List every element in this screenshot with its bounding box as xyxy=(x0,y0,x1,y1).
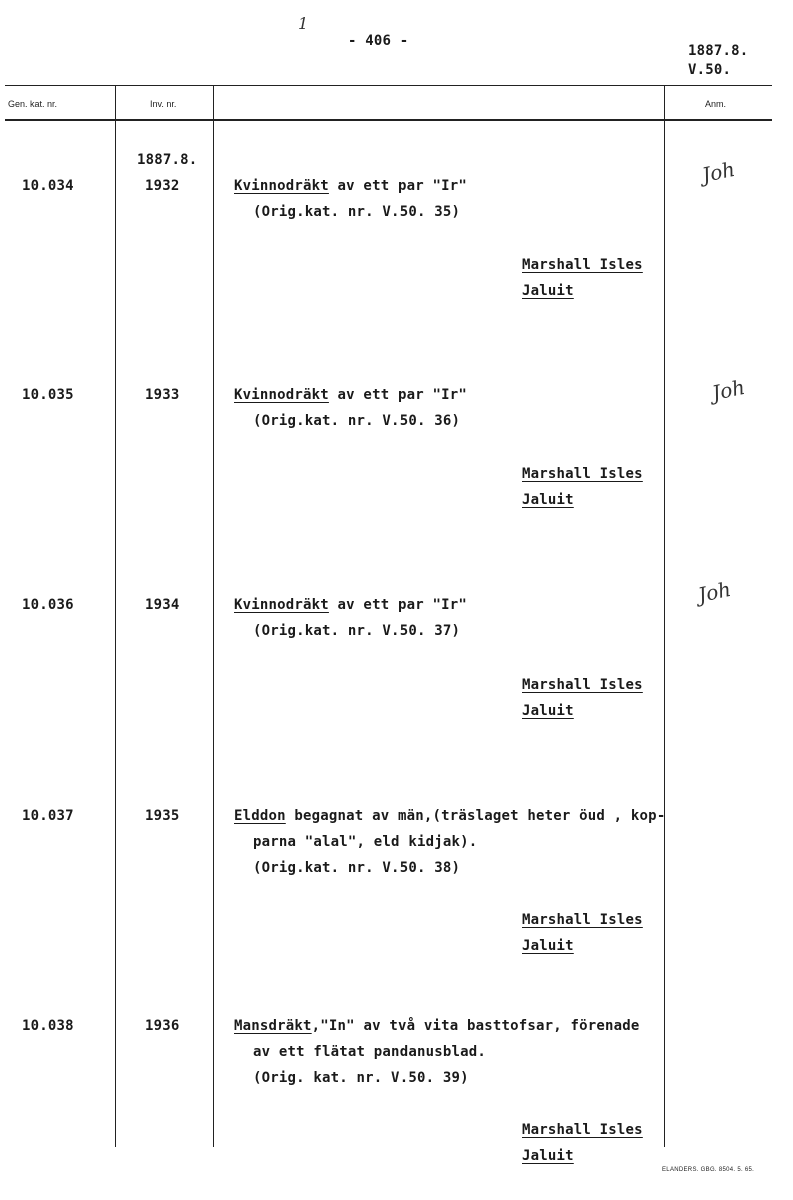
orig-kat-ref: (Orig.kat. nr. V.50. 37) xyxy=(253,623,461,639)
header-top-rule xyxy=(5,85,772,86)
object-description-cont: av ett flätat pandanusblad. xyxy=(253,1044,486,1060)
orig-kat-ref: (Orig.kat. nr. V.50. 38) xyxy=(253,860,461,876)
margin-mark: 1 xyxy=(298,14,309,33)
object-name: Kvinnodräkt xyxy=(234,597,329,613)
object-description: av ett par "Ir" xyxy=(328,597,467,613)
printer-imprint: ELANDERS. GBG. 8504. 5. 65. xyxy=(662,1167,755,1173)
inv-number: 1933 xyxy=(145,387,180,403)
object-description: ,"In" av två vita basttofsar, förenade xyxy=(311,1018,640,1034)
accession-prefix: 1887.8. xyxy=(137,152,198,168)
object-name: Kvinnodräkt xyxy=(234,178,329,194)
gen-kat-number: 10.036 xyxy=(22,597,74,613)
object-name: Elddon xyxy=(234,808,286,824)
place-name: Marshall Isles xyxy=(522,466,643,482)
inv-number: 1936 xyxy=(145,1018,180,1034)
object-name: Kvinnodräkt xyxy=(234,387,329,403)
object-description: av ett par "Ir" xyxy=(328,387,467,403)
gen-kat-number: 10.035 xyxy=(22,387,74,403)
locality-name: Jaluit xyxy=(522,1148,574,1164)
inv-number: 1935 xyxy=(145,808,180,824)
column-header-gen-kat: Gen. kat. nr. xyxy=(8,99,58,109)
handwritten-initials: Joh xyxy=(709,374,748,406)
orig-kat-ref: (Orig.kat. nr. V.50. 35) xyxy=(253,204,461,220)
header-bottom-rule xyxy=(5,119,772,121)
inv-number: 1934 xyxy=(145,597,180,613)
place-name: Marshall Isles xyxy=(522,257,643,273)
place-name: Marshall Isles xyxy=(522,1122,643,1138)
page-number: - 406 - xyxy=(348,33,409,49)
locality-name: Jaluit xyxy=(522,703,574,719)
column-header-anm: Anm. xyxy=(705,99,727,109)
locality-name: Jaluit xyxy=(522,938,574,954)
gen-kat-number: 10.034 xyxy=(22,178,74,194)
locality-name: Jaluit xyxy=(522,492,574,508)
place-name: Marshall Isles xyxy=(522,677,643,693)
gen-kat-number: 10.038 xyxy=(22,1018,74,1034)
column-rule-1 xyxy=(115,85,116,1147)
column-rule-3 xyxy=(664,85,665,1147)
object-description: begagnat av män,(träslaget heter öud , kop- xyxy=(285,808,666,824)
handwritten-initials: Joh xyxy=(699,156,738,188)
object-name: Mansdräkt xyxy=(234,1018,312,1034)
column-rule-2 xyxy=(213,85,214,1147)
column-header-inv: Inv. nr. xyxy=(150,99,177,109)
gen-kat-number: 10.037 xyxy=(22,808,74,824)
handwritten-initials: Joh xyxy=(695,576,734,608)
locality-name: Jaluit xyxy=(522,283,574,299)
orig-kat-ref: (Orig. kat. nr. V.50. 39) xyxy=(253,1070,469,1086)
object-description: av ett par "Ir" xyxy=(328,178,467,194)
place-name: Marshall Isles xyxy=(522,912,643,928)
catalog-ref-series: V.50. xyxy=(688,62,732,78)
inv-number: 1932 xyxy=(145,178,180,194)
orig-kat-ref: (Orig.kat. nr. V.50. 36) xyxy=(253,413,461,429)
catalog-ref-year: 1887.8. xyxy=(688,43,749,59)
object-description-cont: parna "alal", eld kidjak). xyxy=(253,834,478,850)
